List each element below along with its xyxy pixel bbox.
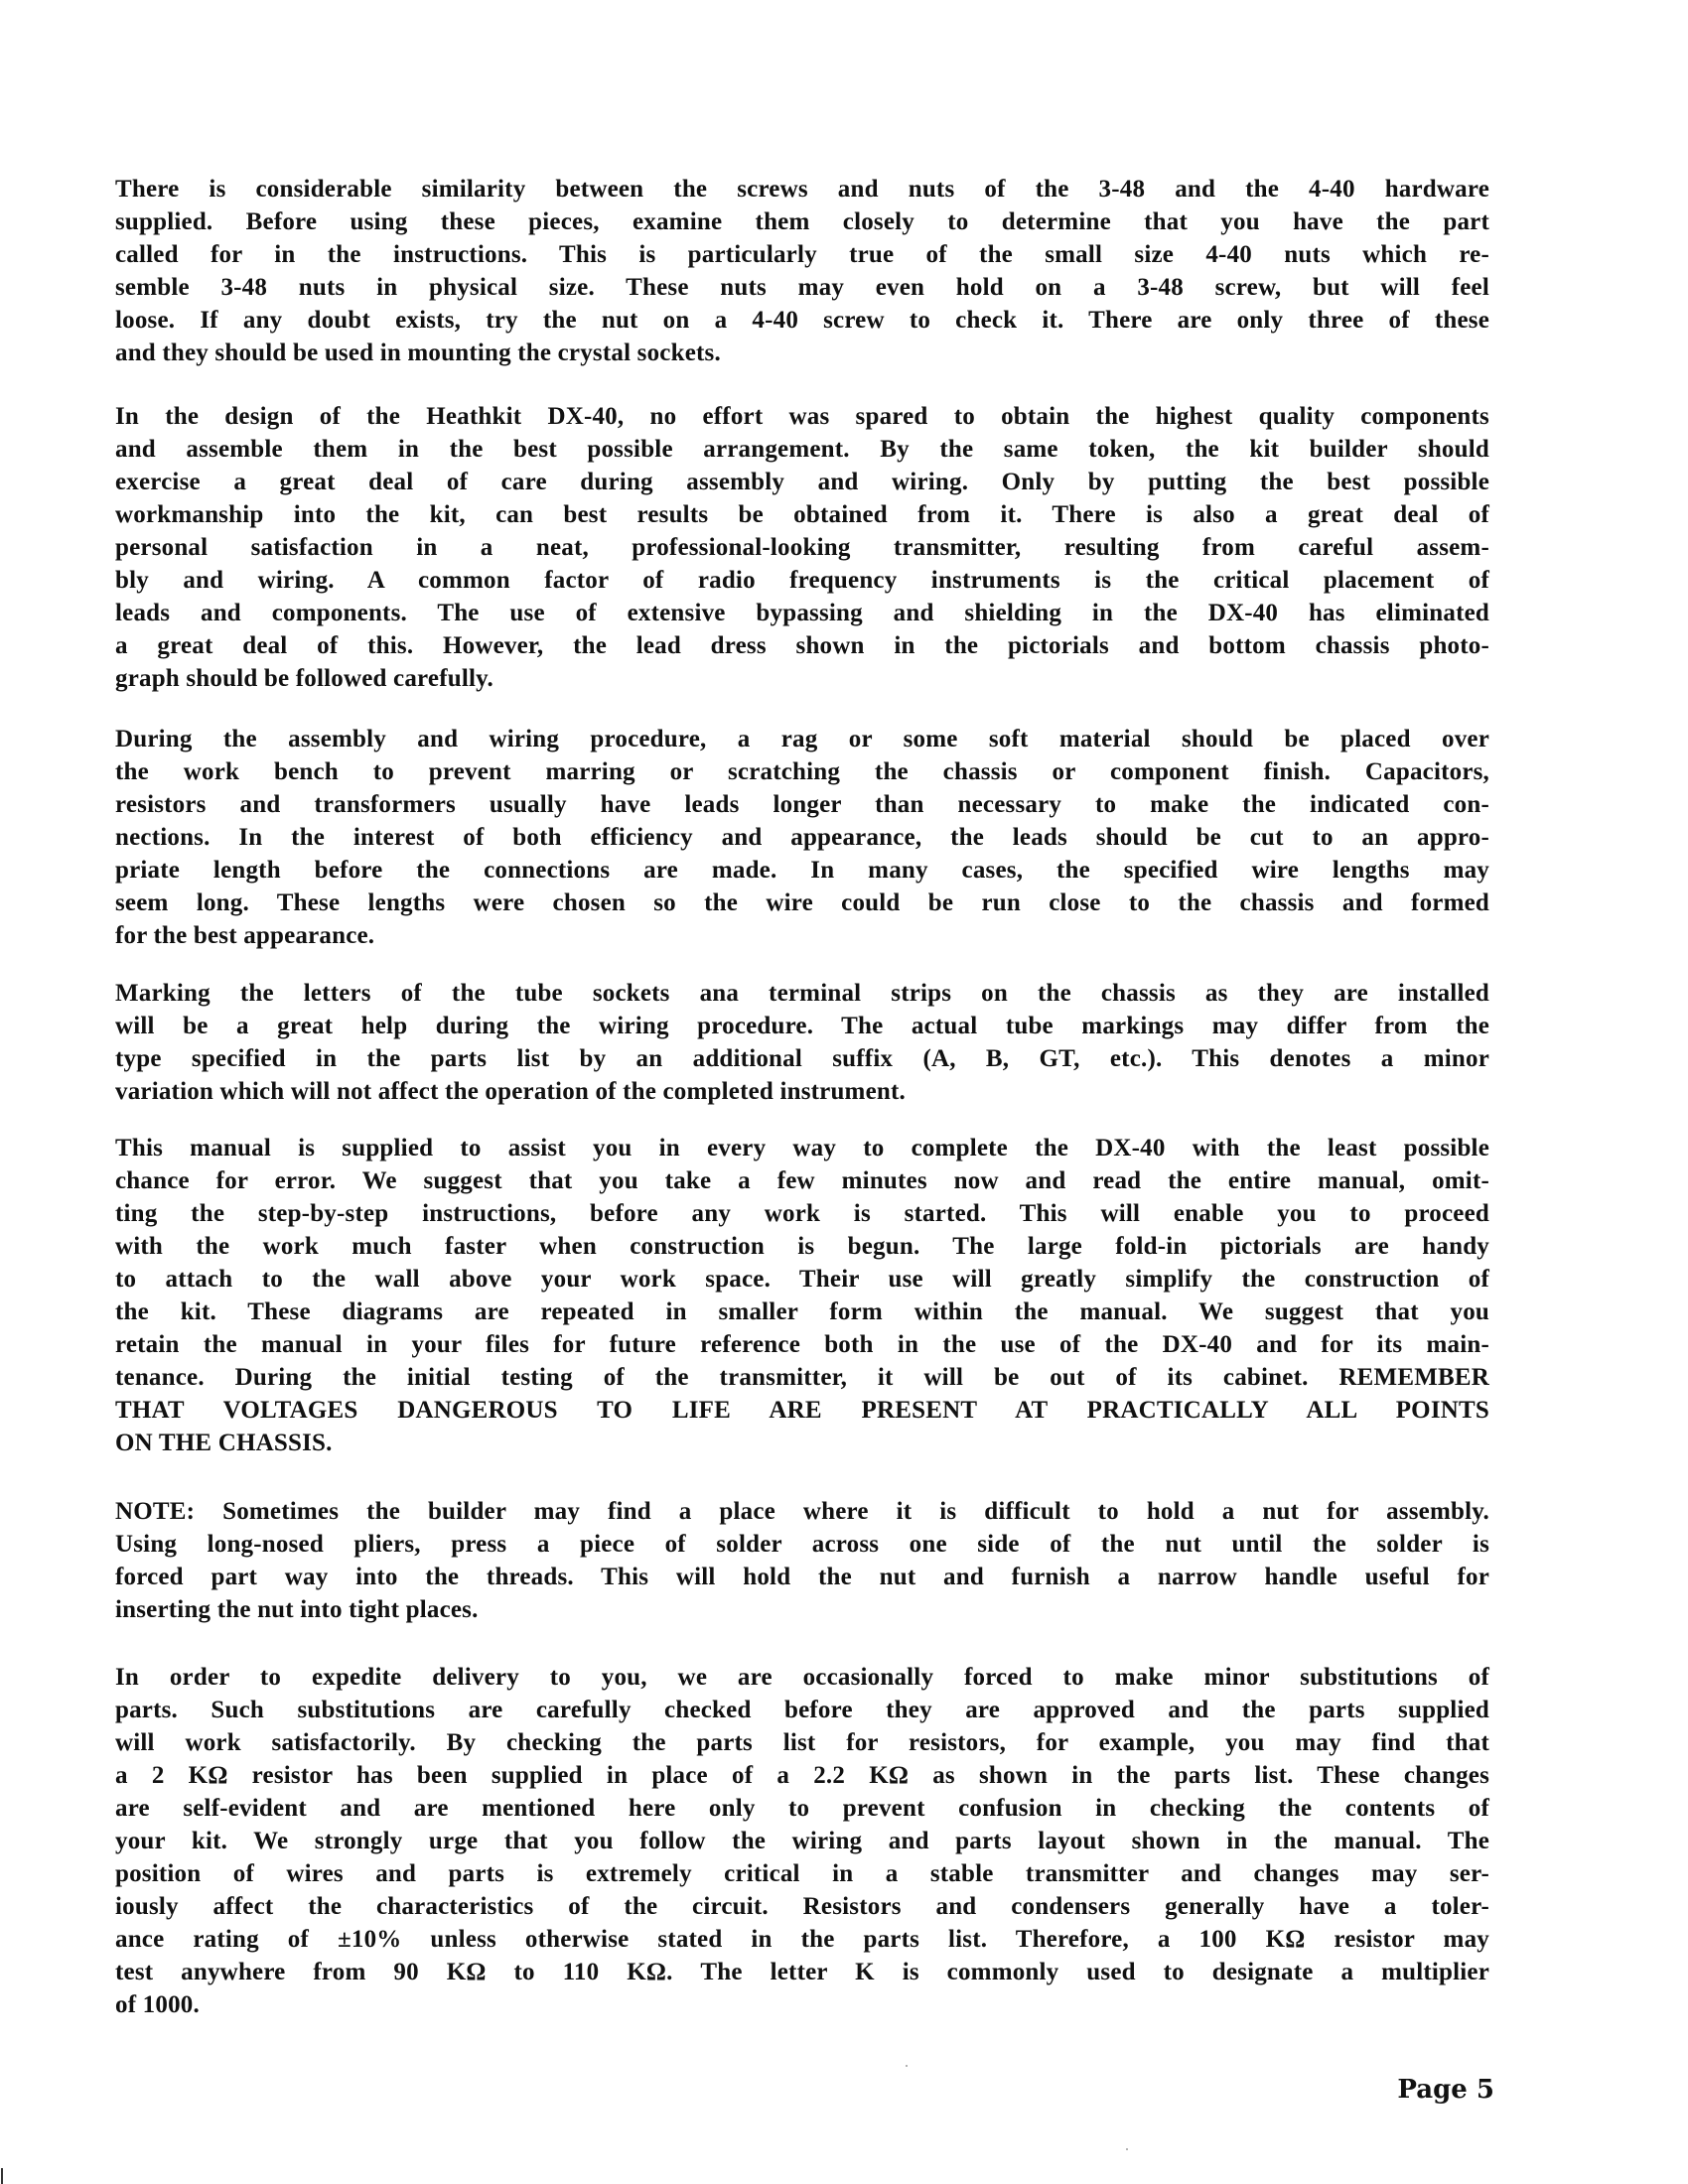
scan-edge-mark [1, 2168, 3, 2184]
text-line: nections. In the interest of both efficiency and appearance, the leads should be cut to an appro- [115, 824, 1489, 851]
text-line: position of wires and parts is extremely critical in a stable transmitter and changes may ser- [115, 1860, 1489, 1887]
text-line: inserting the nut into tight places. [115, 1596, 479, 1623]
text-line: forced part way into the threads. This will hold the nut and furnish a narrow handle useful for [115, 1564, 1489, 1590]
text-line: There is considerable similarity between the screws and nuts of the 3-48 and the 4-40 hardware [115, 176, 1489, 203]
text-line: resistors and transformers usually have leads longer than necessary to make the indicated con- [115, 791, 1489, 818]
text-line: the kit. These diagrams are repeated in smaller form within the manual. We suggest that you [115, 1298, 1489, 1325]
text-line: your kit. We strongly urge that you follow the wiring and parts layout shown in the manual. The [115, 1828, 1489, 1854]
text-line: supplied. Before using these pieces, examine them closely to determine that you have the part [115, 208, 1489, 235]
note-line: NOTE: Sometimes the builder may find a place where it is difficult to hold a nut for assembly. [115, 1498, 1489, 1525]
text-line: During the assembly and wiring procedure, a rag or some soft material should be placed over [115, 726, 1489, 752]
text-line: loose. If any doubt exists, try the nut on a 4-40 screw to check it. There are only three of these [115, 307, 1489, 334]
scan-speck [1126, 2148, 1128, 2150]
text-line: In order to expedite delivery to you, we are occasionally forced to make minor substitutions of [115, 1664, 1489, 1691]
text-line: seem long. These lengths were chosen so the wire could be run close to the chassis and formed [115, 889, 1489, 916]
text-line: bly and wiring. A common factor of radio frequency instruments is the critical placement of [115, 567, 1489, 594]
scan-speck [906, 2065, 908, 2067]
text-line: called for in the instructions. This is particularly true of the small size 4-40 nuts which re- [115, 241, 1489, 268]
text-line: of 1000. [115, 1991, 200, 2018]
text-line: and they should be used in mounting the crystal sockets. [115, 340, 721, 366]
text-line: semble 3-48 nuts in physical size. These nuts may even hold on a 3-48 screw, but will feel [115, 274, 1489, 301]
text-line: and assemble them in the best possible arrangement. By the same token, the kit builder should [115, 436, 1489, 463]
text-line: priate length before the connections are made. In many cases, the specified wire lengths may [115, 857, 1489, 884]
warning-line: ON THE CHASSIS. [115, 1430, 333, 1456]
text-line: chance for error. We suggest that you take a few minutes now and read the entire manual, omit- [115, 1167, 1489, 1194]
page-number: Page 5 [1397, 2075, 1494, 2105]
text-line: In the design of the Heathkit DX-40, no effort was spared to obtain the highest quality components [115, 403, 1489, 430]
text-line: tenance. During the initial testing of the transmitter, it will be out of its cabinet. REMEMBER [115, 1364, 1489, 1391]
text-line: This manual is supplied to assist you in every way to complete the DX-40 with the least possible [115, 1135, 1489, 1161]
text-line: leads and components. The use of extensive bypassing and shielding in the DX-40 has eliminated [115, 600, 1489, 626]
text-line: are self-evident and are mentioned here only to prevent confusion in checking the contents of [115, 1795, 1489, 1822]
text-line: parts. Such substitutions are carefully checked before they are approved and the parts supplied [115, 1697, 1489, 1723]
text-line: Using long-nosed pliers, press a piece of solder across one side of the nut until the solder is [115, 1531, 1489, 1558]
text-line: will work satisfactorily. By checking the parts list for resistors, for example, you may find that [115, 1729, 1489, 1756]
text-line: test anywhere from 90 KΩ to 110 KΩ. The letter K is commonly used to designate a multiplier [115, 1959, 1489, 1985]
text-line: exercise a great deal of care during assembly and wiring. Only by putting the best possible [115, 469, 1489, 495]
text-line: personal satisfaction in a neat, professional-looking transmitter, resulting from careful assem- [115, 534, 1489, 561]
text-line: ting the step-by-step instructions, before any work is started. This will enable you to proceed [115, 1200, 1489, 1227]
warning-line: THAT VOLTAGES DANGEROUS TO LIFE ARE PRESENT AT PRACTICALLY ALL POINTS [115, 1397, 1489, 1424]
text-line: Marking the letters of the tube sockets ana terminal strips on the chassis as they are installed [115, 980, 1489, 1007]
text-line: with the work much faster when construction is begun. The large fold-in pictorials are handy [115, 1233, 1489, 1260]
text-line: to attach to the wall above your work space. Their use will greatly simplify the construction of [115, 1266, 1489, 1293]
text-line: the work bench to prevent marring or scratching the chassis or component finish. Capacitors, [115, 758, 1489, 785]
text-line: workmanship into the kit, can best results be obtained from it. There is also a great deal of [115, 501, 1489, 528]
text-line: iously affect the characteristics of the circuit. Resistors and condensers generally have a toler- [115, 1893, 1489, 1920]
text-line: variation which will not affect the operation of the completed instrument. [115, 1078, 906, 1105]
text-line: a 2 KΩ resistor has been supplied in place of a 2.2 KΩ as shown in the parts list. These changes [115, 1762, 1489, 1789]
text-line: for the best appearance. [115, 922, 375, 949]
text-line: graph should be followed carefully. [115, 665, 493, 692]
text-line: will be a great help during the wiring procedure. The actual tube markings may differ from the [115, 1013, 1489, 1039]
text-line: retain the manual in your files for future reference both in the use of the DX-40 and for its main- [115, 1331, 1489, 1358]
text-line: a great deal of this. However, the lead dress shown in the pictorials and bottom chassis photo- [115, 632, 1489, 659]
text-line: ance rating of ±10% unless otherwise stated in the parts list. Therefore, a 100 KΩ resistor may [115, 1926, 1489, 1953]
text-line: type specified in the parts list by an additional suffix (A, B, GT, etc.). This denotes a minor [115, 1045, 1489, 1072]
